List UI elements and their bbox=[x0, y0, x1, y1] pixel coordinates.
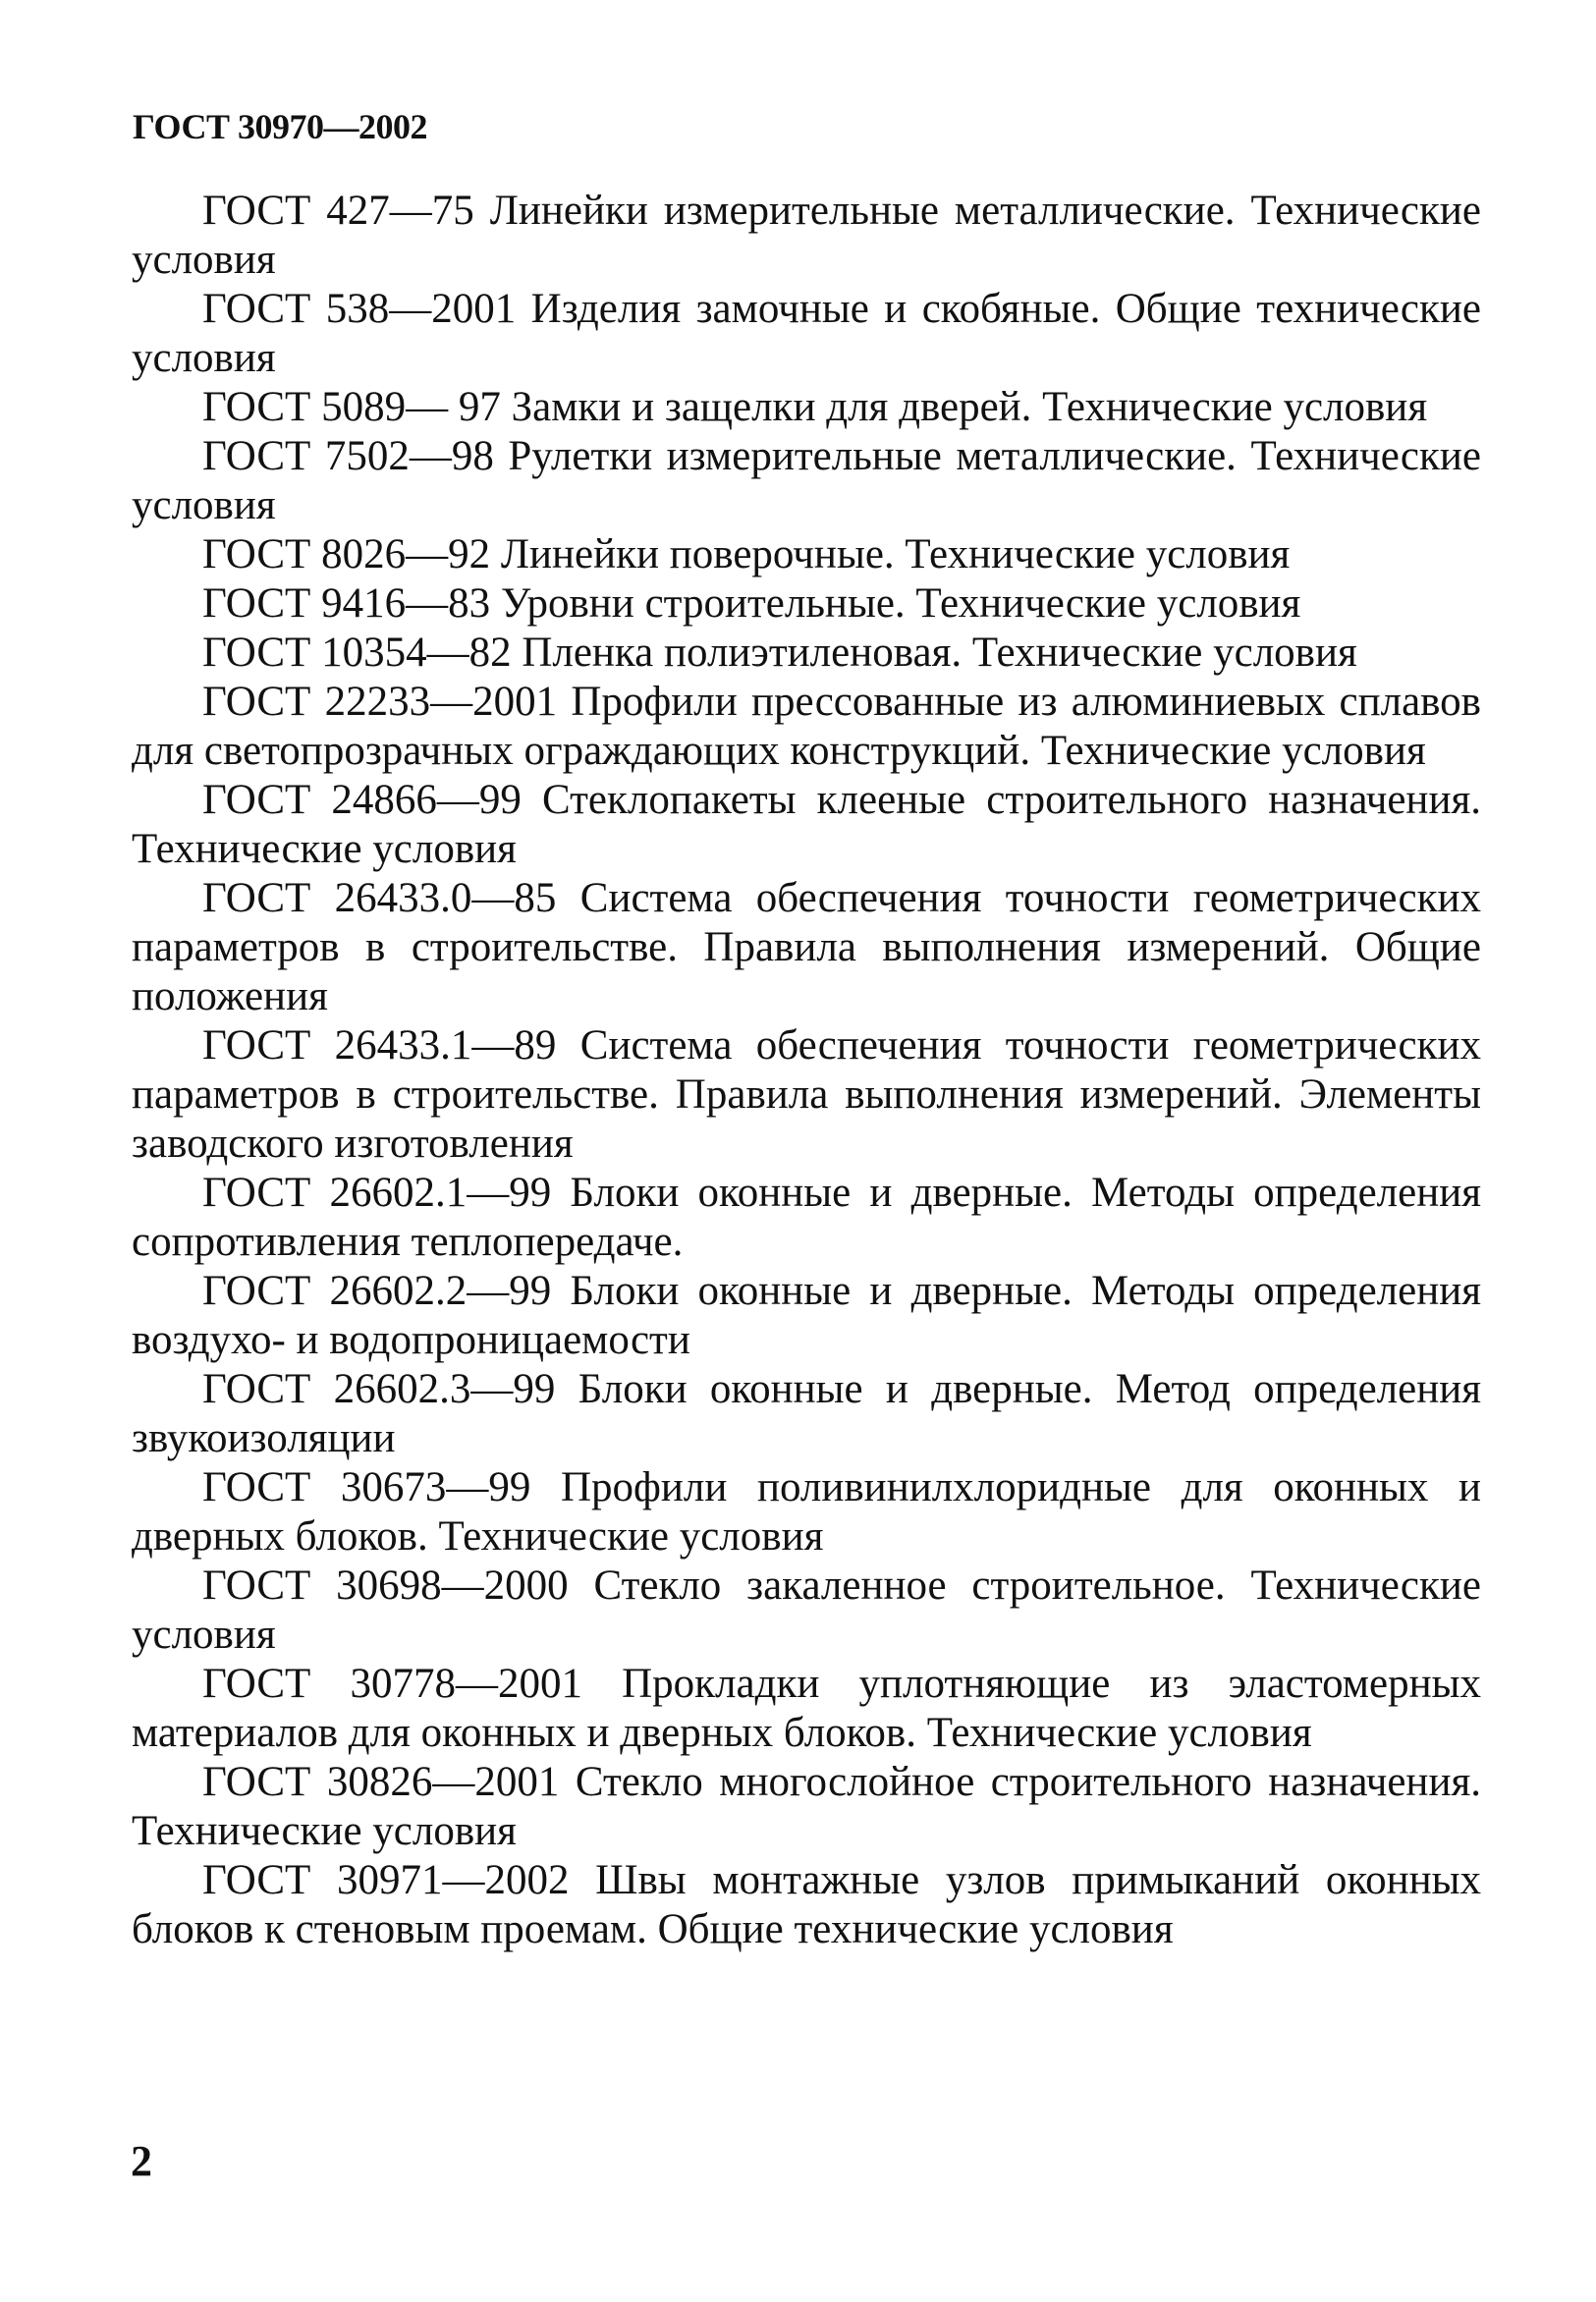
reference-item bbox=[132, 678, 1481, 776]
reference-item bbox=[132, 285, 1481, 383]
reference-title: Блоки оконные и дверные. Методы определения сопротивления теплопередаче. bbox=[132, 1170, 1482, 1265]
reference-item bbox=[132, 1562, 1481, 1660]
reference-item bbox=[132, 1365, 1481, 1463]
reference-item bbox=[132, 1169, 1481, 1267]
reference-item bbox=[132, 629, 1481, 678]
reference-code: ГОСТ 26602.1—99 bbox=[202, 1170, 552, 1216]
reference-item bbox=[132, 776, 1481, 874]
reference-title: Система обеспечения точности геометрических параметров в строительстве. Правила выполнения измерений. Общие положения bbox=[132, 875, 1481, 1019]
running-header: ГОСТ 30970—2002 bbox=[133, 107, 427, 146]
reference-item bbox=[132, 383, 1481, 432]
reference-item bbox=[132, 187, 1481, 285]
reference-title: Пленка полиэтиленовая. Технические условия bbox=[522, 630, 1357, 676]
reference-item bbox=[132, 1267, 1481, 1365]
reference-title: Линейки поверочные. Технические условия bbox=[500, 531, 1291, 577]
reference-item bbox=[132, 1021, 1481, 1169]
reference-code: ГОСТ 5089— 97 bbox=[202, 384, 501, 430]
reference-item bbox=[132, 1758, 1481, 1856]
reference-title: Стекло многослойное строительного назначения. Технические условия bbox=[132, 1759, 1481, 1854]
reference-code: ГОСТ 26433.1—89 bbox=[202, 1022, 557, 1069]
reference-code: ГОСТ 538—2001 bbox=[202, 286, 517, 332]
reference-code: ГОСТ 26602.2—99 bbox=[202, 1268, 552, 1314]
reference-code: ГОСТ 22233—2001 bbox=[202, 679, 558, 725]
reference-code: ГОСТ 30673—99 bbox=[202, 1464, 531, 1510]
reference-title: Профили поливинилхлоридные для оконных и дверных блоков. Технические условия bbox=[132, 1464, 1481, 1560]
reference-code: ГОСТ 7502—98 bbox=[202, 433, 494, 479]
reference-code: ГОСТ 9416—83 bbox=[202, 580, 491, 627]
reference-code: ГОСТ 30778—2001 bbox=[202, 1661, 582, 1707]
reference-item bbox=[132, 579, 1481, 629]
reference-item bbox=[132, 874, 1481, 1021]
reference-title: Уровни строительные. Технические условия bbox=[500, 580, 1301, 627]
reference-code: ГОСТ 24866—99 bbox=[202, 777, 522, 823]
reference-title: Изделия замочные и скобяные. Общие технические условия bbox=[132, 286, 1481, 381]
reference-item bbox=[132, 1856, 1481, 1954]
reference-item bbox=[132, 432, 1481, 530]
reference-title: Блоки оконные и дверные. Метод определения звукоизоляции bbox=[132, 1366, 1481, 1461]
reference-title: Профили прессованные из алюминиевых сплавов для светопрозрачных ограждающих конструкций. Технические условия bbox=[132, 679, 1481, 774]
reference-code: ГОСТ 30971—2002 bbox=[202, 1857, 570, 1903]
reference-title: Блоки оконные и дверные. Методы определения воздухо- и водопроницаемости bbox=[132, 1268, 1482, 1363]
reference-code: ГОСТ 8026—92 bbox=[202, 531, 491, 577]
normative-references-list bbox=[132, 187, 1481, 1954]
reference-title: Швы монтажные узлов примыканий оконных блоков к стеновым проемам. Общие технические условия bbox=[132, 1857, 1481, 1952]
reference-code: ГОСТ 26433.0—85 bbox=[202, 875, 557, 921]
reference-code: ГОСТ 10354—82 bbox=[202, 630, 512, 676]
reference-item bbox=[132, 530, 1481, 579]
page-number: 2 bbox=[131, 2137, 152, 2185]
reference-code: ГОСТ 30698—2000 bbox=[202, 1562, 569, 1609]
reference-title: Стекло закаленное строительное. Технические условия bbox=[132, 1562, 1481, 1658]
reference-code: ГОСТ 26602.3—99 bbox=[202, 1366, 556, 1412]
reference-title: Прокладки уплотняющие из эластомерных материалов для оконных и дверных блоков. Технические условия bbox=[132, 1661, 1481, 1756]
reference-item bbox=[132, 1660, 1481, 1758]
reference-code: ГОСТ 30826—2001 bbox=[202, 1759, 560, 1805]
reference-code: ГОСТ 427—75 bbox=[202, 188, 474, 234]
reference-title: Линейки измерительные металлические. Технические условия bbox=[132, 188, 1482, 283]
reference-title: Стеклопакеты клееные строительного назначения. Технические условия bbox=[132, 777, 1481, 872]
reference-title: Рулетки измерительные металлические. Технические условия bbox=[132, 433, 1481, 528]
reference-title: Система обеспечения точности геометрических параметров в строительстве. Правила выполнения измерений. Элементы заводского изготовления bbox=[132, 1022, 1481, 1167]
reference-item bbox=[132, 1463, 1481, 1562]
reference-title: Замки и защелки для дверей. Технические условия bbox=[511, 384, 1428, 430]
